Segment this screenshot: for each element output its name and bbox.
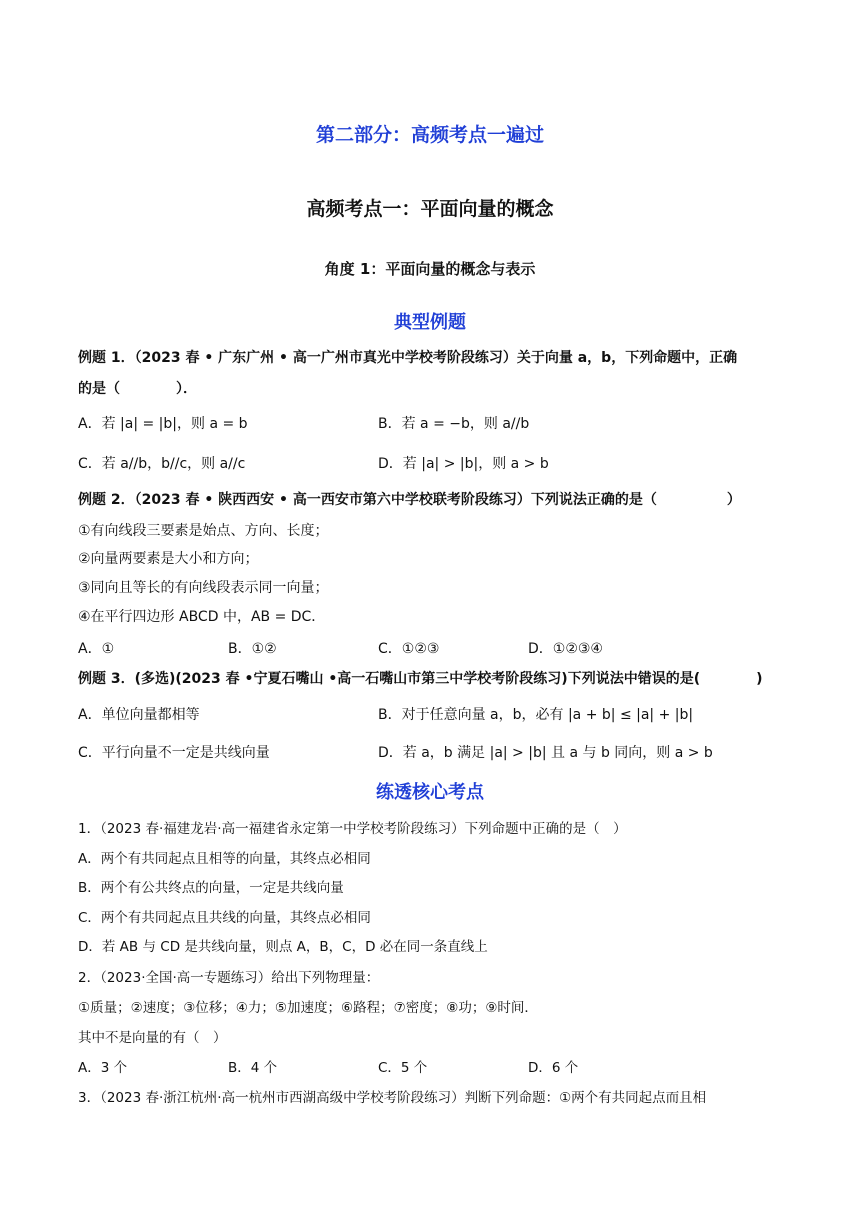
example-1-option-d: D．若 |a| > |b|，则 a > b [378,456,549,472]
practice-2-question: 其中不是向量的有（ ） [78,1030,227,1046]
example-3-option-b: B．对于任意向量 a，b，必有 |a + b| ≤ |a| + |b| [378,707,694,723]
practice-1-option-a: A．两个有共同起点且相等的向量，其终点必相同 [78,851,371,867]
example-1-option-c: C．若 a//b，b//c，则 a//c [78,456,246,472]
angle-title: 角度 1：平面向量的概念与表示 [324,260,536,278]
practice-2-option-c: C．5 个 [378,1060,428,1076]
practice-2-option-a: A．3 个 [78,1060,128,1076]
example-3-option-a: A．单位向量都相等 [78,707,200,723]
topic-title: 高频考点一：平面向量的概念 [306,198,554,220]
example-2-stem: 例题 2．（2023 春 • 陕西西安 • 高一西安市第六中学校联考阶段练习）下列说法正确的是（ ） [78,492,741,508]
example-1-stem-cont: 的是（ ）． [78,381,197,397]
practice-2-list: ①质量；②速度；③位移；④力；⑤加速度；⑥路程；⑦密度；⑧功；⑨时间． [78,1000,538,1016]
example-1-option-a: A．若 |a| = |b|，则 a = b [78,416,248,432]
example-2-statement-1: ①有向线段三要素是始点、方向、长度； [78,523,329,539]
example-3-option-c: C．平行向量不一定是共线向量 [78,745,270,761]
practice-1-option-b: B．两个有公共终点的向量，一定是共线向量 [78,880,344,896]
example-1-option-b: B．若 a = −b，则 a//b [378,416,530,432]
example-2-option-d: D．①②③④ [528,641,603,657]
practice-2-option-b: B．4 个 [228,1060,278,1076]
practice-1-option-d: D．若 AB 与 CD 是共线向量，则点 A，B，C，D 必在同一条直线上 [78,939,488,955]
example-2-option-a: A．① [78,641,115,657]
example-2-statement-4: ④在平行四边形 ABCD 中，AB = DC． [78,609,326,625]
practice-1-option-c: C．两个有共同起点且共线的向量，其终点必相同 [78,910,371,926]
section-practice-heading: 练透核心考点 [376,782,484,803]
practice-2-option-d: D．6 个 [528,1060,579,1076]
section-examples-heading: 典型例题 [394,312,466,333]
practice-2-stem: 2．（2023·全国·高一专题练习）给出下列物理量： [78,970,380,986]
example-2-option-b: B．①② [228,641,277,657]
example-1-stem: 例题 1．（2023 春 • 广东广州 • 高一广州市真光中学校考阶段练习）关于向量 a，b，下列命题中，正确 [78,350,738,366]
practice-3-stem: 3．（2023 春·浙江杭州·高一杭州市西湖高级中学校考阶段练习）判断下列命题：①两个有共同起点而且相 [78,1090,707,1106]
example-2-statement-3: ③同向且等长的有向线段表示同一向量； [78,580,329,596]
example-2-option-c: C．①②③ [378,641,440,657]
example-3-option-d: D．若 a，b 满足 |a| > |b| 且 a 与 b 同向，则 a > b [378,745,713,761]
example-3-stem: 例题 3．(多选)(2023 春 •宁夏石嘴山 •高一石嘴山市第三中学校考阶段练习)下列说法中错误的是( ) [78,671,763,687]
example-2-statement-2: ②向量两要素是大小和方向； [78,551,259,567]
practice-1-stem: 1．（2023 春·福建龙岩·高一福建省永定第一中学校考阶段练习）下列命题中正确的是（ ） [78,821,627,837]
part-title: 第二部分：高频考点一遍过 [315,124,544,146]
